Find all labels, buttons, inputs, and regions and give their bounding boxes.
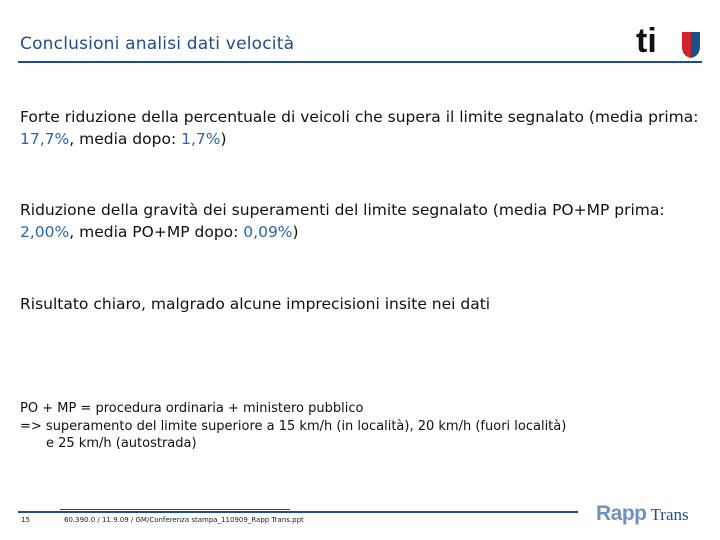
shield-icon (682, 32, 700, 58)
rapp-trans-logo (596, 502, 689, 528)
page-number: 15 (21, 516, 30, 524)
footnote-line-2: => superamento del limite superiore a 15 km/h (in località), 20 km/h (fuori località) (20, 418, 567, 434)
value-before: 2,00% (20, 223, 70, 241)
footnote-line-1: PO + MP = procedura ordinaria + ministero pubblico (20, 401, 364, 416)
title-divider (18, 61, 702, 63)
brand-trans: Trans (650, 505, 689, 524)
footnote-line-3: e 25 km/h (autostrada) (46, 436, 197, 451)
logo-text: ti (636, 22, 657, 58)
conclusion-3: Risultato chiaro, malgrado alcune imprecisioni insite nei dati (20, 295, 491, 313)
conclusion-2: Riduzione della gravità dei superamenti del limite segnalato (media PO+MP prima: 2,00%, media PO+MP dopo: 0,09%) (20, 201, 665, 241)
footer-divider (18, 511, 578, 513)
conclusion-1: Forte riduzione della percentuale di veicoli che supera il limite segnalato (media prima: 17,7%, media dopo: 1,7%) (20, 108, 699, 148)
file-reference: 60.390.0 / 11.9.09 / GM/Conferenza stampa_110909_Rapp Trans.ppt (64, 516, 304, 524)
value-after: 1,7% (181, 130, 221, 148)
brand-rapp: Rapp (596, 502, 647, 525)
slide-title: Conclusioni analisi dati velocità (20, 34, 295, 54)
footer-divider-short (60, 509, 290, 510)
footnote (20, 400, 710, 453)
ticino-logo (636, 22, 702, 58)
value-after: 0,09% (243, 223, 293, 241)
value-before: 17,7% (20, 130, 70, 148)
